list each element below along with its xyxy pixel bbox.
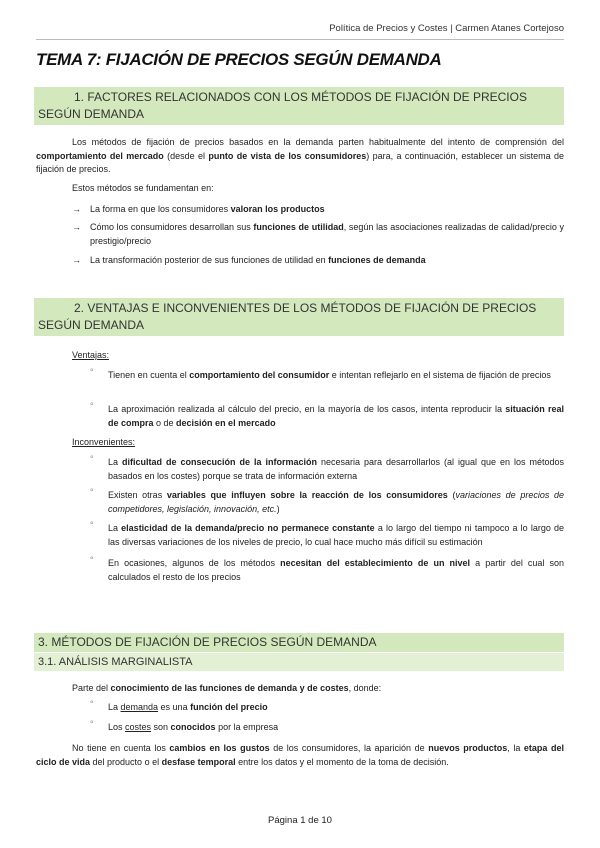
list-item: → La transformación posterior de sus funciones de utilidad en funciones de demanda	[90, 254, 564, 268]
page-footer: Página 1 de 10	[268, 815, 332, 826]
bullet-icon: °	[90, 719, 94, 729]
section-1-paragraph-1: Los métodos de fijación de precios basados en la demanda parten habitualmente del intento de comprensión del comportamiento del mercado (desde el punto de vista de los consumidores) para, a continuación, establecer un sistema de fijación de precios.	[36, 137, 564, 174]
section-1-paragraph-2: Estos métodos se fundamentan en:	[72, 183, 214, 193]
section-2-heading: 2. VENTAJAS E INCONVENIENTES DE LOS MÉTODOS DE FIJACIÓN DE PRECIOS SEGÚN DEMANDA	[34, 298, 564, 336]
list-item: ° Existen otras variables que influyen sobre la reacción de los consumidores (variaciones de precios de competidores, legislación, innovación, etc.)	[90, 487, 565, 514]
header-divider	[36, 39, 564, 40]
bullet-icon: °	[90, 454, 94, 464]
list-item: ° Los costes son conocidos por la empresa	[90, 719, 279, 732]
ventajas-label: Ventajas:	[72, 350, 110, 360]
list-item: ° La dificultad de consecución de la información necesaria para desarrollarlos (al igual que en los métodos basados en los costes) porque se trata de información externa	[90, 454, 564, 481]
arrow-icon: →	[72, 255, 81, 265]
list-item: ° Tienen en cuenta el comportamiento del consumidor e intentan reflejarlo en el sistema de fijación de precios	[90, 367, 551, 380]
bullet-icon: °	[90, 699, 94, 709]
arrow-icon: →	[72, 204, 81, 214]
bullet-icon: °	[90, 520, 94, 530]
section-1-heading: 1. FACTORES RELACIONADOS CON LOS MÉTODOS DE FIJACIÓN DE PRECIOS SEGÚN DEMANDA	[34, 87, 564, 125]
list-item: ° En ocasiones, algunos de los métodos necesitan del establecimiento de un nivel a partir del cual son calculados el resto de los precios	[90, 555, 565, 582]
bullet-icon: °	[90, 367, 94, 377]
list-item: ° La elasticidad de la demanda/precio no permanece constante a lo largo del tiempo ni tampoco a lo largo de las diversas variaciones de los niveles de precio, lo cual hace mucho más difícil su estimación	[90, 520, 564, 547]
bullet-icon: °	[90, 487, 94, 497]
list-item: ° La demanda es una función del precio	[90, 699, 268, 712]
bullet-icon: °	[90, 401, 94, 411]
page-header: Política de Precios y Costes | Carmen Atanes Cortejoso	[329, 23, 564, 34]
arrow-icon: →	[72, 222, 81, 232]
section-3-paragraph-1: Parte del conocimiento de las funciones de demanda y de costes, donde:	[72, 683, 382, 693]
section-3-paragraph-2: No tiene en cuenta los cambios en los gustos de los consumidores, la aparición de nuevos productos, la etapa del ciclo de vida del producto o el desfase temporal entre los datos y el momento de la toma de decisión.	[36, 743, 565, 767]
section-3-heading: 3. MÉTODOS DE FIJACIÓN DE PRECIOS SEGÚN DEMANDA	[34, 633, 564, 652]
list-item: → Cómo los consumidores desarrollan sus funciones de utilidad, según las asociaciones realizadas de calidad/precio y prestigio/precio	[72, 222, 564, 246]
page-title: TEMA 7: FIJACIÓN DE PRECIOS SEGÚN DEMANDA	[36, 50, 442, 69]
list-item: → La forma en que los consumidores valoran los productos	[90, 203, 564, 217]
bullet-icon: °	[90, 555, 94, 565]
subsection-3-1-heading: 3.1. ANÁLISIS MARGINALISTA	[34, 653, 564, 671]
list-item: ° La aproximación realizada al cálculo del precio, en la mayoría de los casos, intenta reproducir la situación real de compra o de decisión en el mercado	[90, 401, 564, 428]
inconvenientes-label: Inconvenientes:	[72, 437, 136, 447]
